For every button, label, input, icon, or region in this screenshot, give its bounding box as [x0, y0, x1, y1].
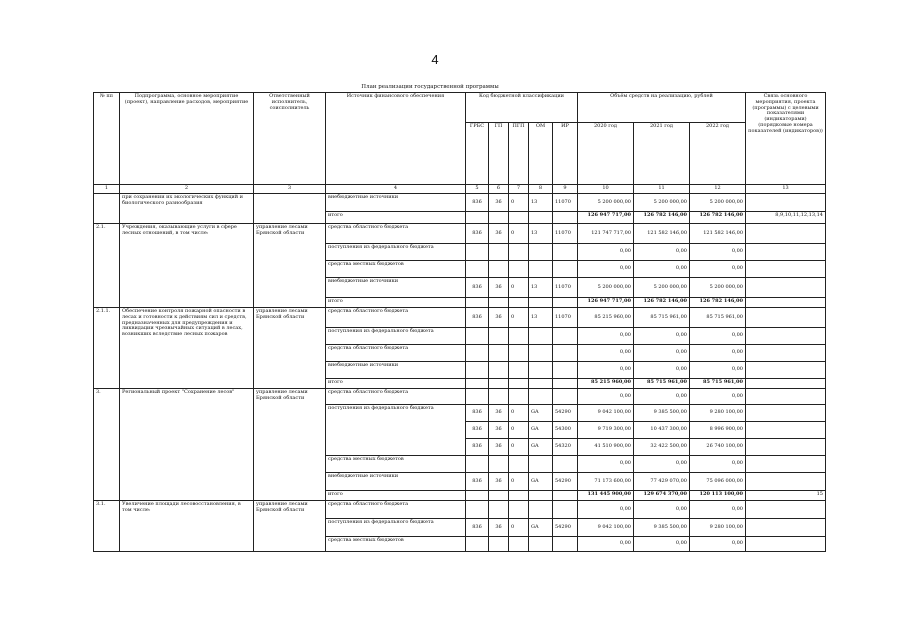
ir-cell: 11070 — [553, 308, 578, 328]
source-cell: итого — [326, 379, 466, 389]
value-2020: 0,00 — [578, 261, 634, 278]
value-2021: 0,00 — [634, 537, 690, 552]
source-cell: средства областного бюджета — [326, 345, 466, 362]
col-num-header: № пп — [94, 93, 120, 185]
gp-cell: 36 — [489, 194, 509, 212]
ir-cell: 54290 — [553, 473, 578, 491]
grbs-cell: 836 — [466, 519, 489, 537]
pgp-cell: 0 — [509, 308, 529, 328]
col-volume-header: Объём средств на реализацию, рублей — [578, 93, 746, 123]
value-2022: 0,00 — [690, 261, 746, 278]
om-cell: GA — [529, 422, 553, 439]
value-2021: 5 200 000,00 — [634, 194, 690, 212]
gp-cell: 36 — [489, 308, 509, 328]
pgp-cell: 0 — [509, 278, 529, 298]
value-2021: 0,00 — [634, 501, 690, 519]
column-number: 13 — [746, 185, 826, 194]
om-cell: 13 — [529, 278, 553, 298]
om-cell: GA — [529, 473, 553, 491]
link-cell — [746, 224, 826, 244]
ir-cell: 11070 — [553, 224, 578, 244]
value-2022: 121 582 146,00 — [690, 224, 746, 244]
value-2021: 0,00 — [634, 261, 690, 278]
value-2021: 0,00 — [634, 328, 690, 345]
value-2020: 5 200 000,00 — [578, 194, 634, 212]
value-2022: 0,00 — [690, 345, 746, 362]
plan-table — [93, 92, 826, 552]
value-2020: 5 200 000,00 — [578, 278, 634, 298]
column-number: 3 — [254, 185, 326, 194]
source-cell: средства областного бюджета — [326, 389, 466, 405]
col-pgp-header: ПГП — [509, 123, 529, 185]
grbs-cell: 836 — [466, 224, 489, 244]
grbs-cell: 836 — [466, 439, 489, 456]
value-2020: 9 042 100,00 — [578, 519, 634, 537]
value-2022: 0,00 — [690, 537, 746, 552]
page-number: 4 — [431, 52, 439, 67]
grbs-cell: 836 — [466, 278, 489, 298]
column-number: 8 — [529, 185, 553, 194]
pgp-cell: 0 — [509, 194, 529, 212]
row-number: 3.1. — [94, 501, 120, 552]
table-row — [94, 389, 826, 405]
value-2022: 26 740 100,00 — [690, 439, 746, 456]
col-subprogram-header: Подпрограмма, основное мероприятие (проект), направление расходов, мероприятие — [120, 93, 254, 185]
value-2020: 41 510 900,00 — [578, 439, 634, 456]
value-2020: 126 947 717,00 — [578, 212, 634, 224]
column-number: 9 — [553, 185, 578, 194]
value-2022: 0,00 — [690, 389, 746, 405]
col-2022-header: 2022 год — [690, 123, 746, 185]
col-link-header: Связь основного мероприятия, проекта (программы) с целевыми показателями (индикаторами) (порядковые номера показателей (индикаторов)) — [746, 93, 826, 185]
gp-cell: 36 — [489, 224, 509, 244]
link-cell — [746, 194, 826, 212]
value-2020: 71 173 600,00 — [578, 473, 634, 491]
value-2020: 0,00 — [578, 328, 634, 345]
grbs-cell: 836 — [466, 422, 489, 439]
row-name: Учреждения, оказывающие услуги в сфере лесных отношений, в том числе: — [120, 224, 254, 308]
value-2021: 0,00 — [634, 244, 690, 261]
value-2020: 0,00 — [578, 389, 634, 405]
source-cell: средства областного бюджета — [326, 224, 466, 244]
source-cell: средства областного бюджета — [326, 308, 466, 328]
pgp-cell: 0 — [509, 519, 529, 537]
row-responsible: управление лесами Брянской области — [254, 308, 326, 389]
ir-cell: 54290 — [553, 405, 578, 422]
column-numbers-row — [94, 185, 826, 194]
col-source-header: Источник финансового обеспечения — [326, 93, 466, 185]
value-2022: 0,00 — [690, 501, 746, 519]
col-ir-header: ИР — [553, 123, 578, 185]
value-2020: 0,00 — [578, 501, 634, 519]
table-row — [94, 308, 826, 328]
value-2020: 9 042 100,00 — [578, 405, 634, 422]
source-cell: внебюджетные источники — [326, 278, 466, 298]
value-2020: 0,00 — [578, 345, 634, 362]
grbs-cell: 836 — [466, 308, 489, 328]
value-2021: 126 782 146,00 — [634, 212, 690, 224]
value-2021: 121 582 146,00 — [634, 224, 690, 244]
row-name: Обеспечение контроля пожарной опасности в лесах и готовности к действиям сил и средств, предназначенных для предупреждения и ликвидации чрезвычайных ситуаций в лесах, возникших вследствие лесных пожаров — [120, 308, 254, 389]
gp-cell: 36 — [489, 473, 509, 491]
column-number: 12 — [690, 185, 746, 194]
row-responsible: управление лесами Брянской области — [254, 224, 326, 308]
source-cell: поступления из федерального бюджета — [326, 244, 466, 261]
ir-cell: 54290 — [553, 519, 578, 537]
value-2022: 85 715 961,00 — [690, 379, 746, 389]
value-2021: 5 200 000,00 — [634, 278, 690, 298]
source-cell: средства областного бюджета — [326, 501, 466, 519]
column-number: 11 — [634, 185, 690, 194]
value-2021: 0,00 — [634, 456, 690, 473]
om-cell: GA — [529, 439, 553, 456]
row-number — [94, 194, 120, 224]
gp-cell: 36 — [489, 278, 509, 298]
source-cell: поступления из федерального бюджета — [326, 328, 466, 345]
column-number: 7 — [509, 185, 529, 194]
ir-cell: 54320 — [553, 439, 578, 456]
grbs-cell: 836 — [466, 194, 489, 212]
row-number: 2.1.1. — [94, 308, 120, 389]
source-cell: итого — [326, 298, 466, 308]
column-number: 4 — [326, 185, 466, 194]
table-row — [94, 194, 826, 212]
value-2021: 85 715 961,00 — [634, 379, 690, 389]
value-2021: 126 782 146,00 — [634, 298, 690, 308]
table-row — [94, 501, 826, 519]
link-cell: 15 — [746, 491, 826, 501]
col-grbs-header: ГРБС — [466, 123, 489, 185]
table-row — [94, 224, 826, 244]
header-row — [94, 93, 826, 123]
value-2020: 85 215 960,00 — [578, 308, 634, 328]
source-cell: внебюджетные источники — [326, 194, 466, 212]
value-2022: 75 096 000,00 — [690, 473, 746, 491]
row-name: Региональный проект "Сохранение лесов" — [120, 389, 254, 501]
value-2021: 32 422 500,00 — [634, 439, 690, 456]
value-2020: 121 747 717,00 — [578, 224, 634, 244]
pgp-cell: 0 — [509, 224, 529, 244]
ir-cell: 11070 — [553, 194, 578, 212]
om-cell: 13 — [529, 224, 553, 244]
source-cell: внебюджетные источники — [326, 362, 466, 379]
value-2020: 0,00 — [578, 537, 634, 552]
value-2020: 0,00 — [578, 362, 634, 379]
row-number: 2.1. — [94, 224, 120, 308]
source-cell: средства местных бюджетов — [326, 537, 466, 552]
col-responsible-header: Ответственный исполнитель, соисполнитель — [254, 93, 326, 185]
column-number: 2 — [120, 185, 254, 194]
gp-cell: 36 — [489, 405, 509, 422]
value-2021: 0,00 — [634, 389, 690, 405]
pgp-cell: 0 — [509, 473, 529, 491]
om-cell: GA — [529, 519, 553, 537]
col-gp-header: ГП — [489, 123, 509, 185]
value-2020: 131 445 900,00 — [578, 491, 634, 501]
value-2022: 8 996 900,00 — [690, 422, 746, 439]
value-2022: 9 280 100,00 — [690, 519, 746, 537]
grbs-cell: 836 — [466, 405, 489, 422]
column-number: 10 — [578, 185, 634, 194]
value-2021: 129 674 370,00 — [634, 491, 690, 501]
source-cell: поступления из федерального бюджета — [326, 519, 466, 537]
value-2022: 0,00 — [690, 244, 746, 261]
value-2020: 85 215 960,00 — [578, 379, 634, 389]
value-2021: 77 429 070,00 — [634, 473, 690, 491]
value-2022: 126 782 146,00 — [690, 298, 746, 308]
source-cell: итого — [326, 491, 466, 501]
value-2022: 0,00 — [690, 456, 746, 473]
source-cell: внебюджетные источники — [326, 473, 466, 491]
value-2021: 85 715 961,00 — [634, 308, 690, 328]
row-name: при сохранении их экологических функций и биологического разнообразия — [120, 194, 254, 224]
row-responsible: управление лесами Брянской области — [254, 501, 326, 552]
value-2022: 9 280 100,00 — [690, 405, 746, 422]
value-2022: 5 200 000,00 — [690, 278, 746, 298]
value-2022: 5 200 000,00 — [690, 194, 746, 212]
om-cell: GA — [529, 405, 553, 422]
value-2020: 0,00 — [578, 244, 634, 261]
column-number: 6 — [489, 185, 509, 194]
value-2021: 9 385 500,00 — [634, 405, 690, 422]
source-cell: поступления из федерального бюджета — [326, 405, 466, 456]
pgp-cell: 0 — [509, 422, 529, 439]
row-responsible: управление лесами Брянской области — [254, 389, 326, 501]
om-cell: 13 — [529, 194, 553, 212]
document-title: План реализации государственной программы — [361, 84, 499, 90]
grbs-cell: 836 — [466, 473, 489, 491]
value-2021: 0,00 — [634, 345, 690, 362]
pgp-cell: 0 — [509, 439, 529, 456]
value-2021: 9 385 500,00 — [634, 519, 690, 537]
source-cell: средства местных бюджетов — [326, 261, 466, 278]
ir-cell: 11070 — [553, 278, 578, 298]
value-2022: 126 782 146,00 — [690, 212, 746, 224]
value-2022: 120 113 100,00 — [690, 491, 746, 501]
gp-cell: 36 — [489, 422, 509, 439]
row-responsible — [254, 194, 326, 224]
row-number: 3. — [94, 389, 120, 501]
value-2020: 9 719 300,00 — [578, 422, 634, 439]
gp-cell: 36 — [489, 519, 509, 537]
source-cell: средства местных бюджетов — [326, 456, 466, 473]
value-2022: 0,00 — [690, 362, 746, 379]
value-2021: 0,00 — [634, 362, 690, 379]
value-2022: 0,00 — [690, 328, 746, 345]
ir-cell: 54300 — [553, 422, 578, 439]
pgp-cell: 0 — [509, 405, 529, 422]
value-2020: 126 947 717,00 — [578, 298, 634, 308]
row-name: Увеличение площади лесовосстановления, в том числе: — [120, 501, 254, 552]
column-number: 1 — [94, 185, 120, 194]
value-2021: 10 437 300,00 — [634, 422, 690, 439]
column-number: 5 — [466, 185, 489, 194]
om-cell: 13 — [529, 308, 553, 328]
gp-cell: 36 — [489, 439, 509, 456]
value-2022: 85 715 961,00 — [690, 308, 746, 328]
col-om-header: ОМ — [529, 123, 553, 185]
col-2020-header: 2020 год — [578, 123, 634, 185]
link-cell: 8,9,10,11,12,13,14 — [746, 212, 826, 224]
source-cell: итого — [326, 212, 466, 224]
col-2021-header: 2021 год — [634, 123, 690, 185]
col-budget-class-header: Код бюджетной классификации — [466, 93, 578, 123]
value-2020: 0,00 — [578, 456, 634, 473]
